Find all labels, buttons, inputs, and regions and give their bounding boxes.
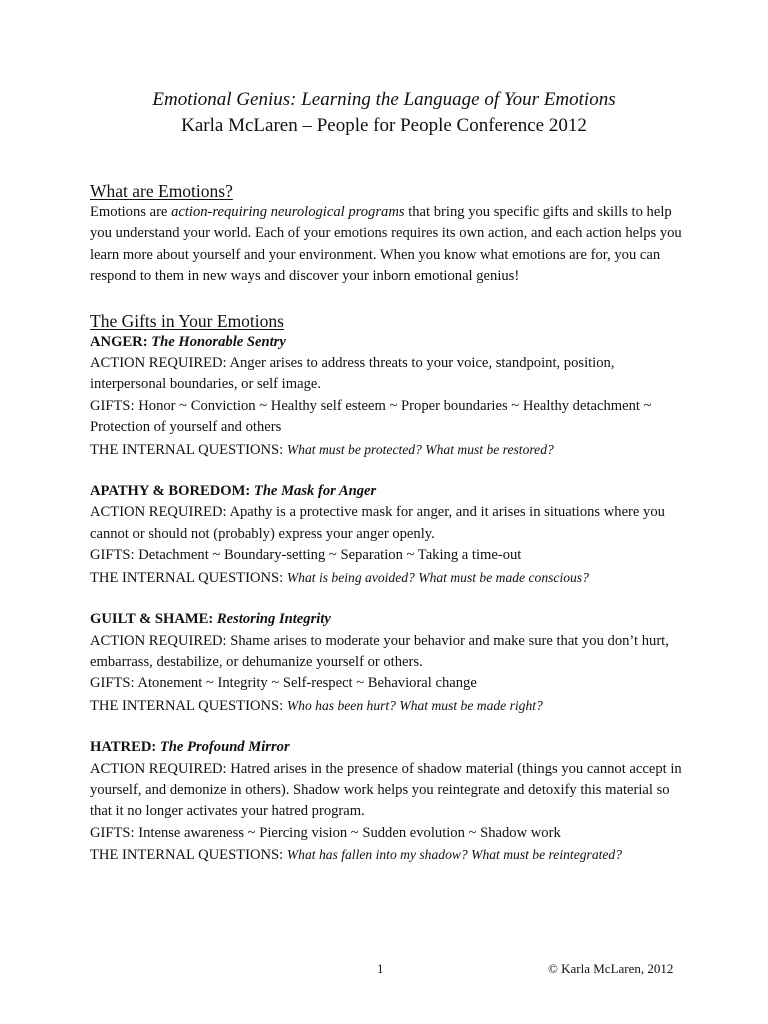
emotion-name: GUILT & SHAME: (90, 611, 217, 628)
emotion-gifts: GIFTS: Honor ~ Conviction ~ Healthy self esteem ~ Proper boundaries ~ Healthy detachment ~ Protection of yourself and others (90, 397, 652, 436)
questions-label: THE INTERNAL QUESTIONS: (90, 441, 287, 458)
emotion-subtitle: Restoring Integrity (216, 611, 331, 628)
emotion-questions (90, 844, 690, 866)
document-subtitle: Karla McLaren – People for People Conference 2012 (181, 115, 587, 136)
questions-text: What is being avoided? What must be made conscious? (286, 569, 589, 585)
emotion-block-apathy-boredom (90, 481, 690, 589)
intro-text-start: Emotions are (90, 204, 172, 220)
questions-text: Who has been hurt? What must be made right? (286, 697, 543, 713)
questions-text: What has fallen into my shadow? What must be reintegrated? (286, 847, 623, 863)
emotion-heading (90, 609, 690, 630)
emotion-block-hatred (90, 737, 690, 866)
intro-text-end: that bring you specific gifts and skills to help you understand your world. Each of your emotions requires its own action, and each action helps you learn more about yourself and your environment. When you know what emotions are for, you can respond to them in new ways and discover your inborn emotional genius! (90, 204, 682, 285)
emotion-action: ACTION REQUIRED: Apathy is a protective mask for anger, and it arises in situations where you cannot or should not (probably) express your anger openly. (90, 504, 665, 542)
copyright-notice: © Karla McLaren, 2012 (548, 961, 674, 976)
intro-paragraph (90, 202, 690, 288)
emotion-subtitle: The Mask for Anger (253, 483, 377, 500)
document-body (90, 180, 690, 867)
questions-label: THE INTERNAL QUESTIONS: (90, 569, 287, 586)
emotion-gifts: GIFTS: Detachment ~ Boundary-setting ~ Separation ~ Taking a time-out (90, 547, 522, 564)
emotion-block-anger (90, 332, 690, 461)
emotion-heading (90, 737, 690, 758)
document-title: Emotional Genius: Learning the Language of Your Emotions (152, 89, 616, 110)
section-heading-what-are-emotions: What are Emotions? (90, 181, 233, 201)
emotion-name: HATRED: (90, 739, 160, 756)
page-number: 1 (377, 961, 384, 976)
questions-label: THE INTERNAL QUESTIONS: (90, 697, 287, 714)
emotion-action: ACTION REQUIRED: Hatred arises in the presence of shadow material (things you cannot accept in yourself, and demonize in others). Shadow work helps you reintegrate and detoxify this material so that it no longer activates your hatred program. (90, 760, 682, 820)
section-heading-gifts: The Gifts in Your Emotions (90, 310, 284, 331)
questions-text: What must be protected? What must be restored? (286, 441, 554, 457)
emotion-subtitle: The Profound Mirror (159, 739, 290, 756)
emotion-subtitle: The Honorable Sentry (151, 333, 286, 350)
emotion-action: ACTION REQUIRED: Anger arises to address threats to your voice, standpoint, position, interpersonal boundaries, or self image. (90, 355, 615, 393)
emotion-action: ACTION REQUIRED: Shame arises to moderate your behavior and make sure that you don’t hurt, embarrass, destabilize, or dehumanize yourself or others. (90, 632, 669, 670)
emotion-questions (90, 439, 690, 461)
emotion-questions (90, 695, 690, 717)
emotion-questions (90, 567, 690, 589)
intro-text-emphasis: action-requiring neurological programs (171, 204, 405, 220)
emotion-heading (90, 481, 690, 502)
emotion-block-guilt-shame (90, 609, 690, 717)
emotion-name: APATHY & BOREDOM: (90, 483, 254, 500)
emotion-gifts: GIFTS: Atonement ~ Integrity ~ Self-respect ~ Behavioral change (90, 675, 477, 692)
emotion-name: ANGER: (90, 333, 152, 350)
emotion-heading (90, 332, 690, 353)
questions-label: THE INTERNAL QUESTIONS: (90, 847, 287, 864)
emotion-gifts: GIFTS: Intense awareness ~ Piercing vision ~ Sudden evolution ~ Shadow work (90, 824, 561, 841)
